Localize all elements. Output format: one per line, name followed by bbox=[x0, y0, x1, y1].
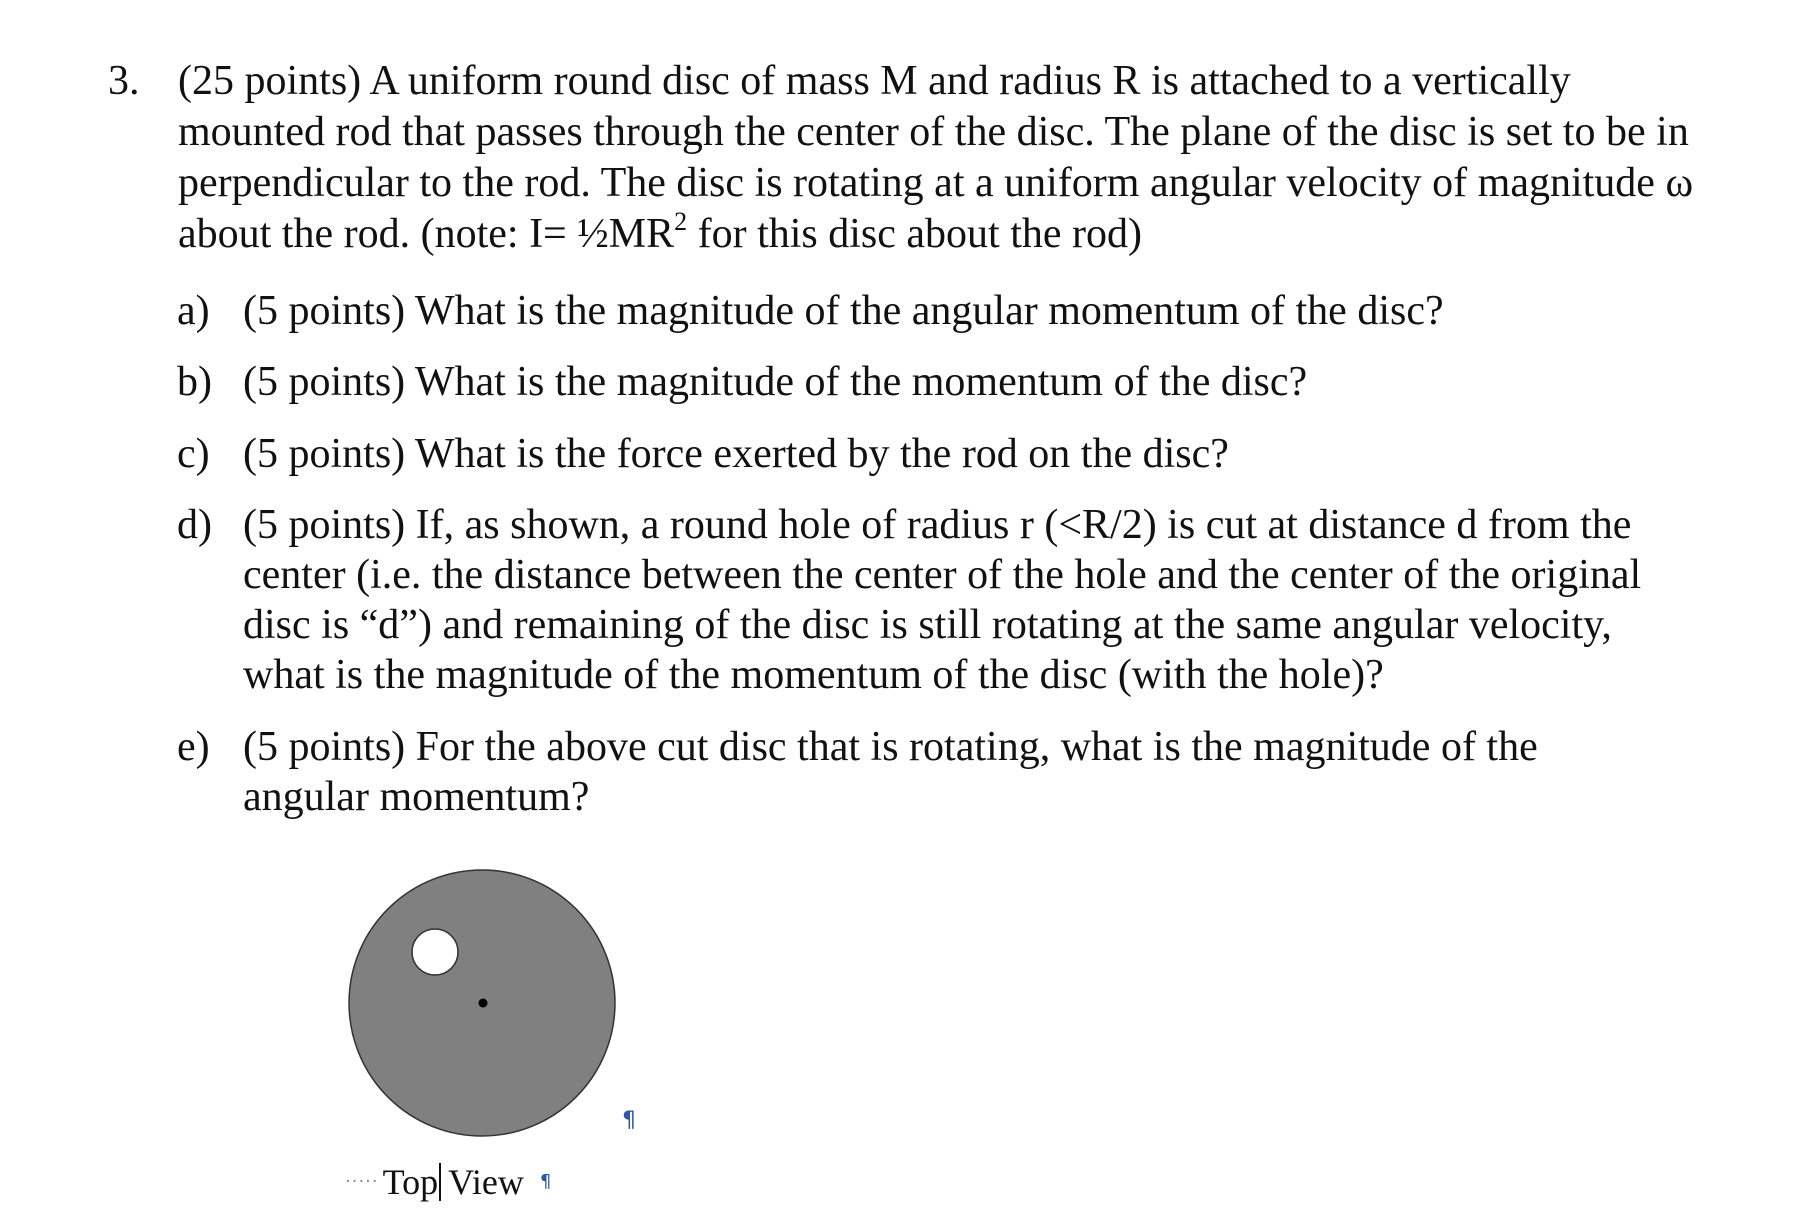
problem-number: 3. bbox=[108, 58, 140, 104]
tab-leader-dots: ····· bbox=[345, 1171, 379, 1192]
part-d-letter: d) bbox=[177, 502, 212, 548]
part-e bbox=[177, 722, 1677, 822]
problem-3 bbox=[108, 56, 1708, 260]
part-b-text: (5 points) What is the magnitude of the momentum of the disc? bbox=[243, 359, 1308, 405]
paragraph-mark: ¶ bbox=[622, 1108, 636, 1133]
part-e-text: (5 points) For the above cut disc that is rotating, what is the magnitude of the angular momentum? bbox=[243, 724, 1538, 820]
part-a-letter: a) bbox=[177, 288, 210, 334]
center-dot bbox=[479, 999, 488, 1008]
part-b-letter: b) bbox=[177, 359, 212, 405]
superscript-two: 2 bbox=[674, 207, 688, 236]
caption-word-top: Top bbox=[382, 1162, 439, 1202]
disc-diagram bbox=[340, 868, 630, 1148]
part-c bbox=[177, 429, 1677, 479]
disc-figure bbox=[340, 868, 630, 1148]
part-c-text: (5 points) What is the force exerted by the rod on the disc? bbox=[243, 431, 1229, 477]
part-b bbox=[177, 357, 1677, 407]
problem-statement-tail: for this disc about the rod) bbox=[687, 211, 1143, 257]
part-c-letter: c) bbox=[177, 431, 210, 477]
caption-word-view: View bbox=[448, 1162, 524, 1202]
caption-paragraph-mark: ¶ bbox=[539, 1171, 552, 1192]
part-d bbox=[177, 500, 1677, 700]
problem-statement-main: A uniform round disc of mass M and radius R is attached to a vertically mounted rod that passes through the center of the disc. The plane of the disc is set to be in perpendicular to the rod. The disc is rotating at a uniform angular velocity of magnitude ω about the rod. (note: I= ½MR bbox=[178, 58, 1694, 257]
hole bbox=[412, 929, 458, 975]
part-e-letter: e) bbox=[177, 724, 210, 770]
text-cursor bbox=[439, 1163, 441, 1201]
problem-statement bbox=[108, 56, 1708, 260]
part-d-text: (5 points) If, as shown, a round hole of radius r (<R/2) is cut at distance d from the center (i.e. the distance between the center of the hole and the center of the original disc is “d”) and remaining of the disc is still rotating at the same angular velocity, what is the magnitude of the momentum of the disc (with the hole)? bbox=[243, 502, 1642, 698]
problem-text bbox=[178, 56, 1708, 260]
figure-caption bbox=[345, 1160, 551, 1204]
problem-points: (25 points) bbox=[178, 58, 362, 104]
part-a-text: (5 points) What is the magnitude of the angular momentum of the disc? bbox=[243, 288, 1444, 334]
part-a bbox=[177, 286, 1677, 336]
